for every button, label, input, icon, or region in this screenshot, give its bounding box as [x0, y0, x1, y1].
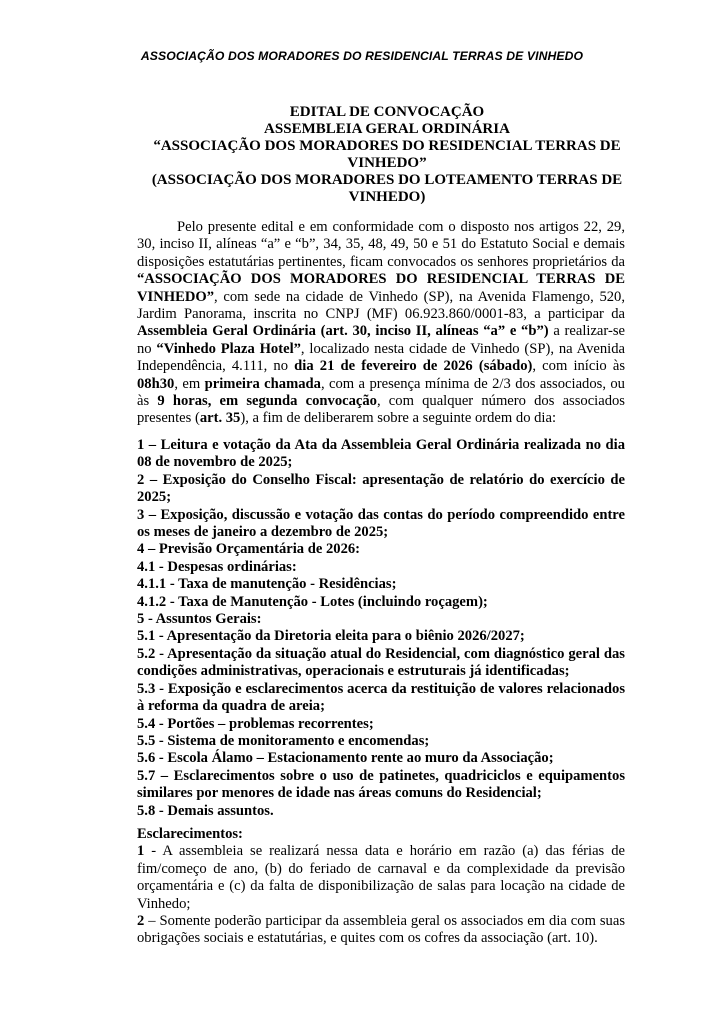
intro-text: , com qualquer número dos associados presentes (: [137, 393, 625, 427]
clarifications-section: [137, 826, 625, 948]
clarification-text: – Somente poderão participar da assembleia geral os associados em dia com suas obrigações sociais e estatutárias, e quites com os cofres da associação (art. 10).: [137, 913, 625, 947]
clarification-item: [137, 843, 625, 913]
intro-bold-association-name: “ASSOCIAÇÃO DOS MORADORES DO RESIDENCIAL TERRAS DE VINHEDO”: [137, 271, 625, 305]
title-line-associacao: “ASSOCIAÇÃO DOS MORADORES DO RESIDENCIAL TERRAS DE VINHEDO”: [153, 138, 621, 171]
intro-text: , em: [174, 375, 205, 392]
title-line-assembleia: ASSEMBLEIA GERAL ORDINÁRIA: [264, 121, 510, 137]
clarification-text: - A assembleia se realizará nessa data e horário em razão (a) das férias de fim/começo de ano, (b) do feriado de carnaval e da complexidade da previsão orçamentária e (c) da falta de disponibilização de salas para locação na cidade de Vinhedo;: [137, 843, 625, 912]
clarification-number: 2: [137, 913, 145, 930]
agenda-item: 5.4 - Portões – problemas recorrentes;: [137, 715, 374, 732]
intro-bold-date: dia 21 de fevereiro de 2026 (sábado): [294, 358, 533, 375]
agenda-item: 4.1.1 - Taxa de manutenção - Residências;: [137, 576, 397, 593]
agenda-item: 5 - Assuntos Gerais:: [137, 611, 262, 628]
agenda-item: 3 – Exposição, discussão e votação das contas do período compreendido entre os meses de janeiro a dezembro de 2025;: [137, 506, 625, 541]
intro-paragraph: [137, 219, 625, 428]
agenda-item: 1 – Leitura e votação da Ata da Assembleia Geral Ordinária realizada no dia 08 de novembro de 2025;: [137, 437, 625, 471]
title-line-edital: EDITAL DE CONVOCAÇÃO: [289, 104, 485, 120]
agenda-item: 5.3 - Exposição e esclarecimentos acerca da restituição de valores relacionados à reforma da quadra de areia;: [137, 680, 625, 715]
intro-bold-article: art. 35: [199, 410, 241, 427]
agenda-item: 5.8 - Demais assuntos.: [137, 802, 274, 819]
intro-bold-first-call: primeira chamada: [204, 375, 321, 392]
clarifications-heading: Esclarecimentos:: [137, 826, 243, 842]
intro-bold-assembly: Assembleia Geral Ordinária (art. 30, inciso II, alíneas “a” e “b”): [137, 323, 549, 340]
intro-bold-time: 08h30: [137, 375, 175, 392]
intro-bold-venue: “Vinhedo Plaza Hotel”: [156, 340, 301, 357]
clarification-item: [137, 913, 625, 948]
title-line-loteamento: (ASSOCIAÇÃO DOS MORADORES DO LOTEAMENTO TERRAS DE VINHEDO): [151, 172, 623, 205]
agenda-item: 5.1 - Apresentação da Diretoria eleita para o biênio 2026/2027;: [137, 628, 525, 645]
agenda-item: 4 – Previsão Orçamentária de 2026:: [137, 541, 361, 558]
agenda-item: 2 – Exposição do Conselho Fiscal: apresentação de relatório do exercício de 2025;: [137, 471, 625, 506]
intro-text: , com início às: [532, 358, 625, 375]
intro-text: , com a presença mínima de 2/3 dos associados, ou às: [137, 375, 625, 410]
agenda-item: 5.7 – Esclarecimentos sobre o uso de patinetes, quadriciclos e equipamentos similares por menores de idade nas áreas comuns do Residencial;: [137, 767, 625, 802]
agenda-item: 5.2 - Apresentação da situação atual do Residencial, com diagnóstico geral das condições administrativas, operacionais e estruturais já identificadas;: [137, 645, 625, 680]
intro-text: a realizar-se no: [137, 323, 625, 357]
intro-bold-second-call: 9 horas, em segunda convocação: [157, 393, 377, 410]
agenda-item: 5.5 - Sistema de monitoramento e encomendas;: [137, 732, 430, 749]
agenda-item: 4.1.2 - Taxa de Manutenção - Lotes (incluindo roçagem);: [137, 593, 488, 610]
intro-text: Pelo presente edital e em conformidade com o disposto nos artigos 22, 29, 30, inciso II, alíneas “a” e “b”, 34, 35, 48, 49, 50 e 51 do Estatuto Social e demais disposições estatutárias pertinentes, ficam convocados os senhores proprietários da: [137, 219, 625, 270]
agenda-item: 4.1 - Despesas ordinárias:: [137, 558, 297, 575]
agenda-list: [137, 437, 625, 820]
intro-text: , com sede na cidade de Vinhedo (SP), na Avenida Flamengo, 520, Jardim Panorama, inscrita no CNPJ (MF) 06.923.860/0001-83, a participar da: [137, 288, 625, 323]
page-header: ASSOCIAÇÃO DOS MORADORES DO RESIDENCIAL TERRAS DE VINHEDO: [140, 49, 584, 63]
intro-text: , localizado nesta cidade de Vinhedo (SP), na Avenida Independência, 4.111, no: [137, 340, 625, 375]
agenda-item: 5.6 - Escola Álamo – Estacionamento rente ao muro da Associação;: [137, 750, 554, 767]
document-title: [137, 104, 637, 206]
clarification-number: 1: [137, 843, 145, 860]
intro-text: ), a fim de deliberarem sobre a seguinte ordem do dia:: [240, 410, 557, 427]
